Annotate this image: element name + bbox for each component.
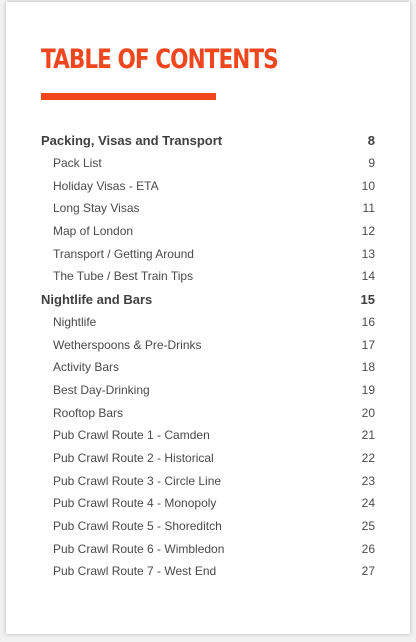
toc-page-number: 9 [368,156,375,171]
toc-entry-label: Transport / Getting Around [53,246,194,261]
toc-entry-label: Pub Crawl Route 4 - Monopoly [53,496,217,511]
toc-page-number: 25 [361,519,375,534]
toc-entry-nightlife[interactable] [41,311,375,334]
document-page [6,2,410,634]
toc-entry-day-drinking[interactable] [41,379,375,402]
toc-entry-label: Activity Bars [53,360,120,375]
toc-page-number: 17 [361,337,375,352]
toc-entry-route-3[interactable] [41,469,375,492]
toc-entry-map-of-london[interactable] [41,220,375,243]
toc-page-number: 23 [361,473,375,488]
toc-entry-label: Long Stay Visas [53,201,140,216]
toc-entry-activity-bars[interactable] [41,356,375,379]
toc-entry-label: Pub Crawl Route 1 - Camden [53,428,210,443]
toc-entry-long-stay-visas[interactable] [41,197,375,220]
toc-entry-holiday-visas[interactable] [41,174,375,197]
toc-entry-route-6[interactable] [41,537,375,560]
toc-entry-label: Wetherspoons & Pre-Drinks [53,337,202,352]
toc-entry-route-2[interactable] [41,447,375,470]
toc-entry-label: Pub Crawl Route 5 - Shoreditch [53,519,222,534]
toc-entry-label: Holiday Visas - ETA [53,178,159,193]
toc-page-number: 18 [361,360,375,375]
toc-page-number: 10 [361,178,375,193]
toc-entry-label: The Tube / Best Train Tips [53,269,194,284]
table-of-contents [41,129,375,583]
title-underline-bar [41,93,216,100]
toc-page-number: 16 [361,314,375,329]
toc-page-number: 22 [361,450,375,465]
toc-page-number: 8 [367,132,375,148]
toc-entry-label: Best Day-Drinking [53,382,150,397]
toc-page-number: 15 [360,291,375,307]
toc-page-number: 13 [361,246,375,261]
toc-entry-label: Map of London [53,224,134,239]
toc-entry-route-4[interactable] [41,492,375,515]
toc-entry-label: Pub Crawl Route 2 - Historical [53,450,214,465]
toc-entry-route-5[interactable] [41,515,375,538]
toc-entry-wetherspoons[interactable] [41,333,375,356]
toc-section-packing[interactable] [41,129,375,152]
toc-entry-label: Pub Crawl Route 7 - West End [53,564,217,579]
toc-entry-label: Packing, Visas and Transport [41,132,223,148]
toc-section-nightlife[interactable] [41,288,375,311]
page-title: TABLE OF CONTENTS [41,44,278,75]
toc-entry-label: Pub Crawl Route 6 - Wimbledon [53,541,225,556]
toc-entry-tube-tips[interactable] [41,265,375,288]
toc-entry-rooftop-bars[interactable] [41,401,375,424]
toc-page-number: 26 [361,541,375,556]
toc-page-number: 24 [361,496,375,511]
toc-page-number: 12 [361,224,375,239]
toc-entry-route-1[interactable] [41,424,375,447]
toc-page-number: 14 [361,269,375,284]
toc-page-number: 27 [361,564,375,579]
toc-entry-label: Pack List [53,156,102,171]
toc-entry-transport[interactable] [41,242,375,265]
toc-entry-pack-list[interactable] [41,152,375,175]
toc-page-number: 19 [361,382,375,397]
toc-entry-label: Nightlife and Bars [41,291,153,307]
toc-page-number: 20 [361,405,375,420]
toc-entry-label: Pub Crawl Route 3 - Circle Line [53,473,222,488]
toc-entry-route-7[interactable] [41,560,375,583]
toc-entry-label: Rooftop Bars [53,405,124,420]
toc-entry-label: Nightlife [53,314,97,329]
toc-page-number: 11 [362,201,375,216]
toc-page-number: 21 [361,428,375,443]
